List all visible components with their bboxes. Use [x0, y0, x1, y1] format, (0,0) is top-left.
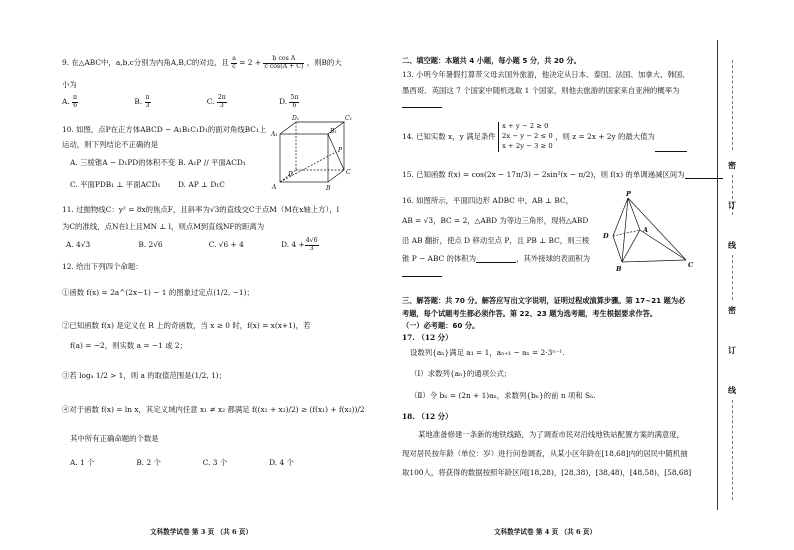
q14-constraints: [498, 122, 553, 152]
q13-line1: 13. 小明今年暑假打算带父母去国外旅游，他决定从日本、泰国、法国、加拿大、韩国、: [402, 70, 690, 79]
q9-frac-rhs: [263, 56, 304, 70]
frac-num: π: [145, 94, 150, 101]
cube-figure: [268, 112, 358, 192]
left-page: [0, 0, 392, 550]
q17-stem: 设数列{aₙ}满足 a₁ = 1，aₙ₊₁ − aₙ = 2·3ⁿ⁻¹.: [410, 348, 565, 357]
label-c: C: [688, 261, 694, 269]
q12-opt-a: A. 1 个: [70, 458, 95, 467]
binding-dash-1: [732, 60, 733, 150]
q15-stem: [402, 170, 723, 179]
binding-mark-ding-2: 订: [728, 345, 736, 355]
frac-den: 6: [292, 101, 297, 109]
q14-constraint-2: 2x − y − 2 ≤ 0: [502, 131, 553, 140]
q12-opt-c: C. 3 个: [202, 458, 228, 467]
section-3-header-2: 考题，每个试题考生都必须作答。第 22、23 题为选考题，考生根据要求作答。: [402, 309, 658, 318]
q9-options: [62, 95, 349, 109]
frac-num: 5π: [290, 94, 299, 101]
edge-pa: [628, 198, 640, 230]
cube-bottom-right-edge: [328, 170, 344, 182]
edge-bc: [622, 260, 686, 262]
q18-title: 18. （12 分）: [402, 412, 453, 421]
q12-title: 12. 给出下列四个命题：: [62, 262, 143, 271]
q9-opt-b: [134, 95, 204, 109]
q16-area-text: ，其外接球的表面积为: [516, 254, 590, 263]
label-b1: B₁: [330, 128, 337, 135]
opt-d-text: D. 4 +: [281, 240, 305, 249]
binding-mark-xian-1: 线: [728, 240, 736, 250]
frac-den: 3: [309, 244, 314, 252]
binding-dash-3: [732, 255, 733, 300]
frac-den: 3: [145, 101, 150, 109]
q16-volume-text: 锥 P − ABC 的体积为: [402, 254, 477, 263]
q9-eq: = 2 +: [239, 58, 262, 67]
q11-opt-b: B. 2√6: [138, 240, 163, 249]
q15-text: 15. 已知函数 f(x) = cos(2x − 17π/3) − 2sin²(x − π/2)，则 f(x) 的单调递减区间为: [402, 170, 685, 179]
frac-num: 2π: [217, 94, 226, 101]
frac-den: c cos(A + C): [264, 62, 304, 70]
label-c: C: [346, 169, 351, 176]
q16-line3: 沿 AB 翻折，使点 D 移动至点 P，且 PB ⊥ BC，则三棱: [402, 236, 590, 245]
q14-pre: 14. 已知实数 x，y 满足条件: [402, 131, 496, 141]
q17-part-1: （Ⅰ）求数列{aₙ}的通项公式；: [410, 369, 512, 378]
label-a: A: [643, 226, 649, 234]
opt-label: B.: [134, 97, 143, 106]
q9-line2: 小为: [62, 80, 77, 89]
label-d: D: [603, 232, 609, 240]
binding-dash-4: [732, 400, 733, 500]
q12-statement-1: ①函数 f(x) = 2a^(2x−1) − 1 的图象过定点(1/2, −1)；: [62, 288, 254, 297]
label-p: P: [338, 147, 343, 154]
q9-opt-a: [62, 95, 132, 109]
opt-label: D.: [279, 97, 288, 106]
binding-mark-xian-2: 线: [728, 385, 736, 395]
q14-constraint-3: x + 2y − 3 ≥ 0: [502, 141, 553, 150]
q12-opt-d: D. 4 个: [269, 458, 294, 467]
q9-frac-lhs: [231, 56, 237, 70]
frac-num: a: [232, 55, 236, 62]
label-b: B: [326, 185, 331, 192]
section-3-header-1: 三、解答题：共 70 分。解答应写出文字说明，证明过程或演算步骤。第 17~21 题为必: [402, 296, 686, 305]
q12-statement-3: ③若 logₐ 1/2 > 1，则 a 的取值范围是(1/2, 1)；: [62, 371, 227, 380]
q9-text: 9. 在△ABC中，a,b,c分别为内角A,B,C的对边，且: [62, 58, 229, 67]
q14-post: ，则 z = 2x + 2y 的最大值为: [555, 131, 655, 141]
frac-num: 4√6: [305, 237, 318, 244]
label-a1: A₁: [271, 131, 278, 138]
q12-opt-b: B. 2 个: [136, 458, 161, 467]
opt-label: A.: [62, 97, 70, 106]
q11-opt-c: C. √6 + 4: [208, 240, 244, 249]
tetrahedron-figure: [598, 192, 698, 272]
q14-constraint-1: x + y − 2 ≥ 0: [502, 122, 549, 130]
binding-mark-ding-1: 订: [728, 200, 736, 210]
section-3-header-3: （一）必考题：60 分。: [402, 321, 480, 330]
edge-pc: [628, 198, 686, 260]
q18-line1: 某地准备修建一条新的地铁线路，为了调查市民对沿线地铁站配置方案的满意度，: [418, 430, 685, 439]
q14-stem: [402, 122, 687, 152]
section-2-header: 二、填空题：本题共 4 小题，每小题 5 分，共 20 分。: [402, 56, 581, 65]
label-b: B: [616, 265, 622, 273]
q18-line2: 现对居民按年龄（单位：岁）进行问卷调查，从某小区年龄在[18,68]内的居民中随机抽: [402, 449, 688, 458]
q10-opt-b: B. A₁P // 平面ACD₁: [178, 158, 246, 167]
label-d1: D₁: [292, 115, 300, 122]
edge-pd: [613, 198, 628, 236]
q12-statement-4: ④对于函数 f(x) = ln x，其定义域内任意 x₁ ≠ x₂ 都满足 f((x₁ + x₂)/2) ≥ (f(x₁) + f(x₂))/2: [62, 405, 365, 414]
right-page: [392, 0, 794, 550]
q13-line2: 墨西哥、英国这 7 个国家中随机选取 1 个国家，则他去旅游的国家来自亚洲的概率为: [402, 86, 680, 95]
frac-den: 6: [73, 101, 78, 109]
edge-da-dashed: [613, 230, 640, 236]
q9-opt-d: [279, 95, 349, 109]
label-p: P: [626, 190, 631, 198]
binding-mark-mi-2: 密: [728, 305, 736, 315]
edge-db: [613, 236, 622, 262]
q16-line4: [402, 254, 590, 263]
q13-answer-blank: [402, 99, 442, 108]
q10-opt-d: D. AP ⊥ D₁C: [178, 180, 225, 189]
label-a: A: [272, 184, 277, 191]
binding-mark-mi-1: 密: [728, 160, 736, 170]
label-c1: C₁: [345, 115, 352, 122]
q12-statement-2a: ②已知函数 f(x) 是定义在 R 上的奇函数，当 x ≥ 0 时，f(x) = x(x+1)，若: [62, 321, 311, 330]
q17-part-2: （Ⅱ）令 bₙ = (2n + 1)aₙ，求数列{bₙ}的前 n 项和 Sₙ.: [410, 391, 596, 400]
q11-line1: 11. 过抛物线C：y² = 8x的焦点F，且斜率为√3的直线交C于点M（M在x轴上方），l: [62, 205, 339, 214]
q10-opt-a: A. 三棱锥A − D₁PD的体积不变: [70, 158, 176, 167]
q11-line2: 为C的准线，点N在l上且MN ⊥ l，则点M到直线NF的距离为: [62, 222, 265, 231]
frac-den: 3: [219, 101, 224, 109]
q12-statement-2b: f(a) = −2，则实数 a = −1 或 2；: [70, 341, 187, 350]
q11-opt-a: A. 4√3: [66, 240, 91, 249]
binding-margin-line: [717, 40, 718, 510]
q9-stem: [62, 56, 342, 70]
frac-num: π: [73, 94, 78, 101]
q16-line1: 16. 如图所示，平面四边形 ADBC 中，AB ⊥ BC，: [402, 196, 574, 205]
q16-area-blank: [402, 268, 442, 277]
q16-line2: AB = √3，BC = 2，△ABD 为等边三角形，现将△ABD: [402, 216, 589, 225]
q12-prompt: 其中所有正确命题的个数是: [70, 434, 159, 443]
q9-tail: ，则B的大: [306, 58, 342, 67]
q11-options: [66, 238, 319, 252]
label-d: D: [288, 171, 293, 178]
left-footer: 文科数学试卷 第 3 页 （共 6 页）: [150, 528, 253, 536]
q12-options: [70, 458, 294, 467]
q9-opt-c: [207, 95, 277, 109]
right-footer: 文科数学试卷 第 4 页 （共 6 页）: [494, 528, 597, 536]
q10-line1: 10. 如图，点P在正方体ABCD − A₁B₁C₁D₁的面对角线BC₁上: [62, 125, 267, 134]
q17-title: 17. （12 分）: [402, 333, 453, 342]
opt-label: C.: [206, 97, 215, 106]
edge-ac: [640, 230, 686, 260]
q18-line3: 取100人，将获得的数据按照年龄区间[18,28)，[28,38)，[38,48)，[48,58)，[58,68]: [402, 468, 692, 477]
q11-opt-d: [281, 238, 318, 252]
q10-opt-c: C. 平面PDB₁ ⊥ 平面ACD₁: [70, 180, 161, 189]
q10-line2: 运动，则下列结论不正确的是: [62, 140, 159, 149]
frac-num: b cos A: [263, 56, 304, 64]
frac-den: c: [232, 62, 236, 70]
